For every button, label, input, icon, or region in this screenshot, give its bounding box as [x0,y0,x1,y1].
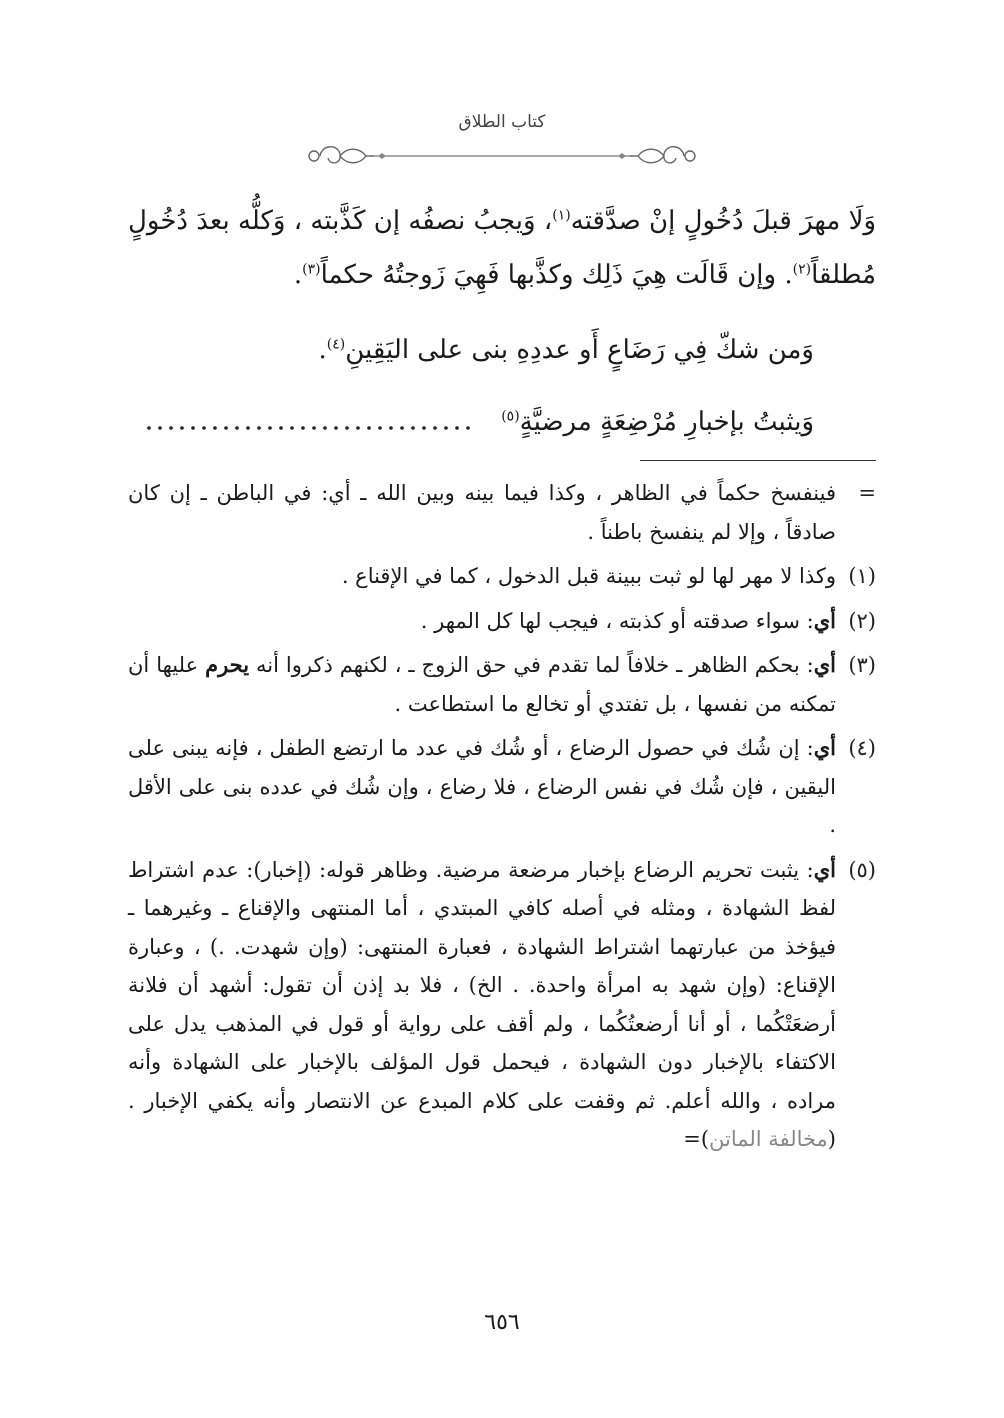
footnote-ref-5[interactable]: (٥) [501,408,520,425]
footnote-5 [128,851,876,1159]
footnote-mark: (٢) [848,608,876,633]
footnote-text: وكذا لا مهر لها لو ثبت ببينة قبل الدخول ، كما في الإقناع . [341,564,836,588]
dotted-leader [145,410,480,434]
footnote-mark: (١) [848,564,876,588]
main-text-2: ، وَيجبُ نصفُه إن كَذَّبته ، وَكلُّه بعدَ دُخُولٍ مُطلقاً [128,206,876,290]
footnote-mark: (٥) [848,857,876,882]
footnote-text: : بحكم الظاهر ـ خلافاً لما تقدم في حق الزوج ـ ، لكنهم ذكروا أنه [249,653,814,677]
footnote-text: : يثبت تحريم الرضاع بإخبار مرضعة مرضية. وظاهر قوله: (إخبار): عدم اشتراط لفظ الشهادة ، ومثله في أصله كافي المبتدي ، أما المنتهى والإقناع ـ وغيرهما ـ فيؤخذ من عبارتهما اشتراط الشهادة ، فعبارة المنتهى: (وإن شهدت. .) ، وعبارة الإقناع: (وإن شهد به امرأة واحدة. . الخ) ، فلا بد إذن أن تقول: أشهد أن فلانة أرضعَتْكُما ، أو أنا أرضعتُكُما ، ولم أقف على رواية أو قول في المذهب يدل على الاكتفاء بالإخبار دون الشهادة ، فيحمل قول المؤلف بالإخبار على الشهادة وأنه مراده ، والله أعلم. ثم وقفت على كلام المبدع عن الانتصار وأنه يكفي الإخبار . ( [128,857,836,1151]
verse1-text: وَمن شكّ فِي رَضَاعٍ أَو عددِهِ بنى على اليَقِينِ [345,335,814,365]
main-paragraph [128,194,876,302]
footnote-1 [128,557,876,596]
verse-line-1 [319,330,814,370]
page-number: ٦٥٦ [484,1310,520,1335]
footnote-bold-prefix: أي [813,735,836,760]
main-text-3: . وإن قَالَت هِيَ ذَلِك وكذَّبها فَهِيَ زَوجتُهُ حكماً [320,260,793,290]
header-ornament [300,136,704,172]
footnote-mark: = [858,481,876,505]
footnote-body [128,602,836,641]
footnote-separator [640,460,876,461]
footnote-ref-3[interactable]: (٣) [302,261,321,278]
footnote-body [128,474,836,551]
header-title: كتاب الطلاق [458,112,546,132]
footnote-text-2: عليها أن تمكنه من نفسها ، بل تفتدي أو تخالع ما استطاعت . [128,653,836,716]
footnote-bold-prefix: أي [813,856,836,882]
footnote-ref-2[interactable]: (٢) [792,261,812,278]
verse1-end: . [318,335,327,365]
footnote-gray-source: مخالفة الماتن [709,1127,828,1151]
main-text-1: وَلَا مهرَ قبلَ دُخُولٍ إنْ صدَّقته [570,206,876,236]
main-text-4: . [293,260,303,290]
footnote-text-end: )= [683,1127,710,1151]
running-header [300,112,704,172]
footnote-ref-4[interactable]: (٤) [326,336,346,353]
footnote-continuation [128,474,876,551]
footnote-bold-mid: يحرم [205,652,250,677]
footnote-2 [128,602,876,641]
footnote-body [128,557,836,596]
footnote-3 [128,646,876,723]
footnote-text: : سواء صدقته أو كذبته ، فيجب لها كل المهر . [420,608,814,633]
footnote-mark: (٤) [848,736,876,760]
footnote-bold-prefix: أي [813,607,836,633]
footnote-body [128,851,836,1159]
footnote-body [128,646,836,723]
footnote-text: فينفسخ حكماً في الظاهر ، وكذا فيما بينه وبين الله ـ أي: في الباطن ـ إن كان صادقاً ، وإلا لم ينفسخ باطناً . [128,481,836,544]
verse-line-2 [501,402,814,442]
footnotes [128,474,876,1165]
footnote-4 [128,729,876,845]
footnote-bold-prefix: أي [813,652,836,677]
footnote-ref-1[interactable]: (١) [552,207,571,224]
verse2-text: وَيثبتُ بإخبارِ مُرْضِعَةٍ مرضيَّةٍ [519,407,814,437]
footnote-body [128,729,836,845]
footnote-mark: (٣) [848,653,876,677]
footnote-text: : إن شُك في حصول الرضاع ، أو شُك في عدد ما ارتضع الطفل ، فإنه يبنى على اليقين ، فإن شُك في نفس الرضاع ، فلا رضاع ، وإن شُك في عدده بنى على الأقل . [128,736,836,837]
